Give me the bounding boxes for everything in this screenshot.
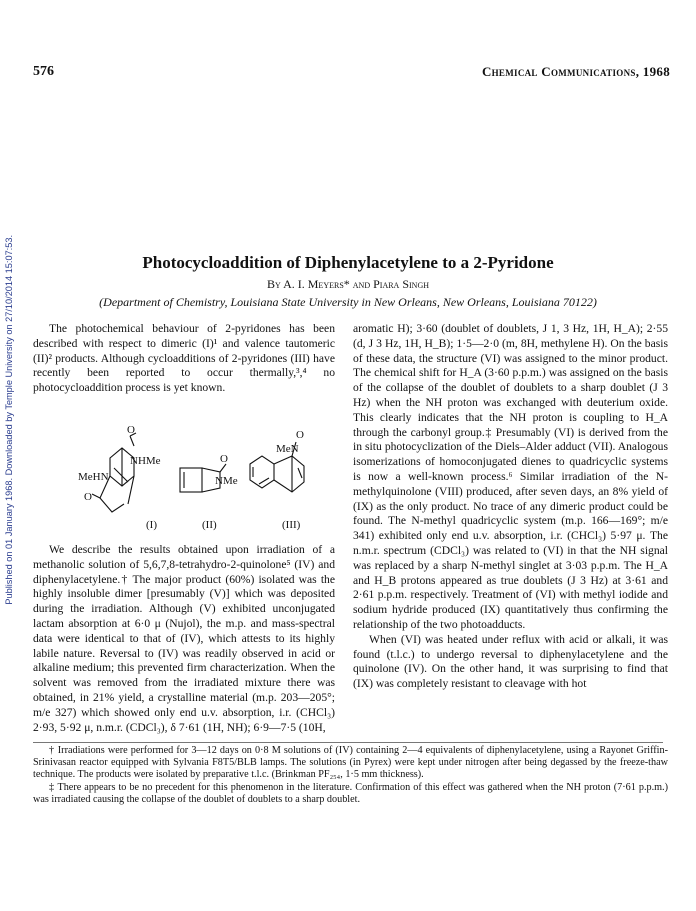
running-header (33, 64, 670, 80)
results-paragraph: We describe the results obtained upon irradiation of a methanolic solution of 5,6,7,8-tetrahydro-2-quinolone⁵ (IV) and diphenylacetylene.† The major product (60%) isolated was the highly insoluble dimer [presumably (V)] which was deposited during the irradiation. Although (V) exhibited unconjugated lactam absorption at 6·0 μ (Nujol), the m.p. and mass-spectral data were identical to that of (IV), which attests to its highly labile nature. Reversal to (IV) was readily observed in acid or alkaline medium; this prevented firm characterization. When the solvent was removed from the irradiated mixture there was obtained, in 21% yield, a crystalline material (m.p. 203—205°; m/e 327) which showed only end u.v. absorption, i.r. (CHCl₃) 2·93, 5·92 μ, n.m.r. (CDCl₃), δ 7·61 (1H, NH); 6·9—7·5 (10H, (33, 543, 335, 734)
group-label-nhme: NHMe (130, 455, 161, 467)
footnote-dagger: † Irradiations were performed for 3—12 days on 0·8 M solutions of (IV) containing 2—4 equivalents of diphenylacetylene, using a Rayonet Griffin-Srinivasan reactor equipped with Sylvania F8T5/BLB lamps. The solutions (in Pyrex) were kept under nitrogen after being degassed by the freeze-thaw technique. The products were isolated by preparative t.l.c. (Brinkman PF₂₅₄, 1·5 mm thickness). (33, 745, 668, 781)
article-title: Photocycloaddition of Diphenylacetylene to a 2-Pyridone (142, 253, 554, 272)
intro-paragraph: The photochemical behaviour of 2-pyridones has been described with respect to dimeric (I)¹ and valence tautomeric (II)² products. Although cycloadditions of 2-pyridones (III) have recently been reported to occur thermally,³,⁴ no photocycloaddition process is yet known. (33, 322, 335, 395)
download-note: Published on 01 January 1968. Downloaded by Temple University on 27/10/2014 15:07:53. (4, 235, 14, 605)
download-watermark (0, 150, 18, 690)
group-label-mehn: MeHN (78, 471, 109, 483)
column-left-intro (33, 322, 335, 396)
group-label-o1: O (127, 424, 135, 436)
group-label-nme: NMe (215, 475, 238, 487)
column-right (353, 322, 668, 692)
article-authors: By A. I. Meyers* and Piara Singh (266, 277, 430, 291)
footnotes (33, 745, 668, 806)
structure-label-i: (I) (146, 519, 157, 531)
structure-label-ii: (II) (202, 519, 217, 531)
right-paragraph-1: aromatic H); 3·60 (doublet of doublets, J 1, 3 Hz, 1H, H_A); 2·55 (d, J 3 Hz, 1H, H_B); 1·5—2·0 (m, 8H, methylene H). On the basis of these data, the structure (VI) was assigned to the minor product. The chemical shift for H_A (3·60 p.p.m.) was assigned on the basis of the collapse of the doublet of doublets to a sharp doublet (J 3 Hz) when the NH proton was exchanged with deuterium oxide. This clearly indicates that the NH proton is coupling to H_A through the carbonyl group.‡ Presumably (VI) is derived from the in situ photocyclization of the Diels–Alder adduct (VII). Analogous isomerizations of homoconjugated dienes to quadricyclic systems is now a well-known process.⁶ Similar irradiation of the N-methylquinolone (VIII) produced, after seven days, an 8% yield of (IX) as the only product. No trace of any dimeric product could be found. The N-methyl quadricyclic system (m.p. 166—169°; m/e 341) exhibited only end u.v. absorption, i.r. (CHCl₃) 5·97 μ. The n.m.r. spectrum (CDCl₃) was related to (VI) in that the NH signal was replaced by a sharp N-methyl singlet at 3·03 p.p.m. The H_A and H_B protons appeared as true doublets (J 3 Hz) at 3·61 and 2·61 p.p.m. respectively. Treatment of (VI) with methyl iodide and sodium hydride produced (IX) quantitatively thus confirming the relationship of the two photoadducts. (353, 322, 668, 631)
journal-name: Chemical Communications, 1968 (481, 64, 670, 79)
group-label-men: MeN (276, 443, 299, 455)
structure-figure (70, 420, 330, 540)
footnote-divider (33, 742, 663, 743)
structure-label-iii: (III) (282, 519, 301, 531)
group-label-o3: O (220, 453, 228, 465)
article-affiliation: (Department of Chemistry, Louisiana State University in New Orleans, New Orleans, Louisiana 70122) (99, 295, 597, 309)
page-number: 576 (33, 64, 54, 79)
group-label-o2: O (84, 491, 92, 503)
right-paragraph-2: When (VI) was heated under reflux with acid or alkali, it was found (t.l.c.) to undergo reversal to diphenylacetylene and the quinolone (IV). On the other hand, it was surprising to find that (IX) was completely resistant to cleavage with hot (353, 632, 668, 691)
footnote-double-dagger: ‡ There appears to be no precedent for this phenomenon in the literature. Confirmation of this effect was gathered when the NH proton (7·61 p.p.m.) was irradiated causing the collapse of the doublet of doublets to a sharp doublet. (33, 781, 668, 805)
column-left-body (33, 543, 335, 735)
group-label-o4: O (296, 429, 304, 441)
